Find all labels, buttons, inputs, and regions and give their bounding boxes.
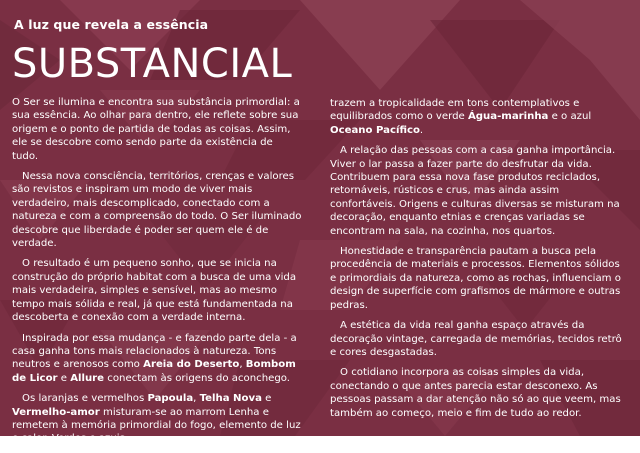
body-paragraph: [12, 332, 302, 386]
color-name: Vermelho-amor: [12, 406, 100, 418]
paragraph-text: O Ser se ilumina e encontra sua substância primordial: a sua essência. Ao olhar para dentro, ele reflete sobre sua origem e o ponto de partida de todas as coisas. Assim, ele se descobre como sendo parte da existência de tudo.: [12, 97, 300, 162]
color-name: Papoula: [147, 393, 194, 405]
color-name: Oceano Pacífico: [330, 124, 420, 136]
paragraph-text: e o azul: [548, 111, 592, 123]
paragraph-text: misturam-se ao marrom Lenha e remetem à memória primordial do fogo, elemento de luz e calor. Verdes e azuis: [12, 406, 301, 445]
paragraph-text: Honestidade e transparência pautam a busca pela procedência de materiais e processos. Elementos sólidos e primordiais da natureza, como as rochas, influenciam o design de superfície com grafismos de mármore e outras pedras.: [330, 246, 621, 311]
body-paragraph: [330, 245, 626, 312]
paragraph-text: trazem a tropicalidade em tons contemplativos e equilibrados como o verde: [330, 98, 580, 123]
body-paragraph: [330, 366, 626, 420]
body-paragraph: [12, 170, 302, 250]
paragraph-text: O cotidiano incorpora as coisas simples da vida, conectando o que antes parecia estar desconexo. As pessoas passam a dar atenção não só ao que veem, mas também ao começo, meio e fim de tudo ao redor.: [330, 367, 621, 419]
right-column: [330, 97, 626, 427]
body-paragraph: [12, 257, 302, 324]
paragraph-text: Nessa nova consciência, territórios, crenças e valores são revistos e inspiram um modo de viver mais verdadeiro, mais descomplicado, conectado com a natureza e com a compreensão do todo. O Ser iluminado descobre que liberdade é poder ser quem ele é de verdade.: [12, 171, 302, 250]
color-name: Bombom de Licor: [12, 359, 296, 384]
paragraph-text: e: [261, 393, 272, 405]
paragraph-text: Os laranjas e vermelhos: [22, 393, 148, 405]
article-title: SUBSTANCIAL: [12, 41, 293, 87]
color-name: Areia do Deserto: [143, 359, 240, 371]
color-name: Água-marinha: [467, 111, 549, 123]
body-paragraph: [330, 319, 626, 359]
paragraph-text: O resultado é um pequeno sonho, que se inicia na construção do próprio habitat com a busca de uma vida mais verdadeira, simples e sensível, mas ao mesmo tempo mais sólida e real, já que está fundamentada na descoberta e conexão com a verdade interna.: [12, 258, 297, 324]
body-paragraph: [330, 97, 626, 137]
article-tagline: A luz que revela a essência: [14, 17, 209, 32]
color-name: Telha Nova: [199, 393, 262, 405]
paragraph-text: A estética da vida real ganha espaço através da decoração vintage, carregada de memórias, tecidos retrô e cores desgastadas.: [330, 320, 622, 358]
paragraph-text: ,: [239, 359, 246, 371]
color-name: Allure: [70, 372, 105, 384]
paragraph-text: A relação das pessoas com a casa ganha importância. Viver o lar passa a fazer parte do desfrutar da vida. Contribuem para essa nova fase produtos reciclados, retornáveis, rústicos e crus, mas ainda assim confortáveis. Origens e culturas diversas se misturam na decoração, enquanto etnias e crenças variadas se encontram na sala, na cozinha, nos quartos.: [330, 145, 620, 237]
paragraph-text: Inspirada por essa mudança - e fazendo parte dela - a casa ganha tons mais relacionados à natureza. Tons neutros e arenosos como: [12, 332, 297, 371]
paragraph-text: .: [419, 124, 424, 136]
body-paragraph: [12, 96, 302, 163]
paragraph-text: ,: [193, 393, 200, 405]
body-paragraph: [330, 144, 626, 238]
body-paragraph: [12, 392, 302, 446]
left-column: [12, 96, 302, 453]
paragraph-text: conectam às origens do aconchego.: [104, 372, 291, 384]
paragraph-text: e: [57, 372, 71, 384]
